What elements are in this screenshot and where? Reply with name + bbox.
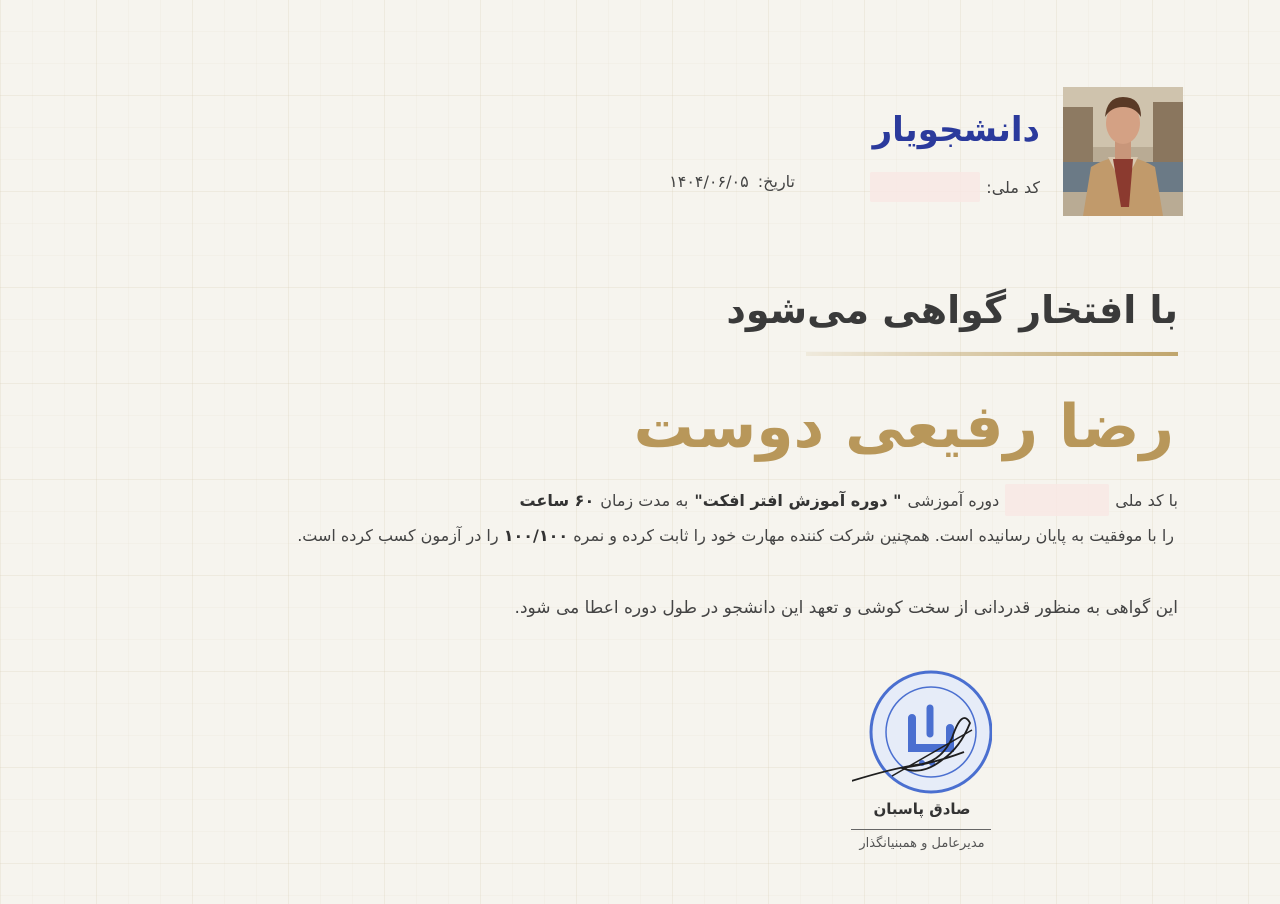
signer-role: مدیرعامل و همبنیانگذار [859, 836, 985, 851]
completion-text: را با موفقیت به پایان رسانیده است. همچنین شرکت کننده مهارت خود را ثابت کرده و نمره [573, 526, 1174, 545]
profile-photo [1063, 87, 1183, 216]
recipient-national-id-redacted [1005, 484, 1109, 516]
course-line [519, 484, 1178, 516]
course-prefix: دوره آموزشی [907, 490, 1000, 510]
brand-name: دانشجویار [872, 110, 1040, 150]
date-value: ۱۴۰۴/۰۶/۰۵ [669, 172, 749, 191]
heading-underline [806, 352, 1178, 356]
national-id-label: کد ملی: [986, 177, 1040, 197]
duration-label: به مدت زمان [600, 490, 689, 510]
national-id-field [870, 172, 1040, 202]
exam-score: ۱۰۰/۱۰۰ [503, 526, 569, 545]
issue-date [669, 172, 795, 191]
date-label: تاریخ: [757, 172, 795, 191]
course-duration: ۶۰ ساعت [519, 490, 595, 510]
national-id-prefix: با کد ملی [1115, 490, 1178, 510]
completion-line [297, 526, 1174, 545]
signature-divider [851, 829, 991, 830]
course-name: " دوره آموزش افتر افکت" [694, 490, 902, 510]
closing-text: این گواهی به منظور قدردانی از سخت کوشی و تعهد این دانشجو در طول دوره اعطا می شود. [514, 598, 1178, 618]
signer-name: صادق پاسبان [873, 800, 971, 818]
completion-text-end: را در آزمون کسب کرده است. [297, 526, 499, 545]
company-stamp [852, 668, 992, 798]
national-id-redacted [870, 172, 980, 202]
recipient-name: رضا رفیعی دوست [633, 392, 1174, 462]
certificate-heading: با افتخار گواهی می‌شود [726, 288, 1178, 332]
